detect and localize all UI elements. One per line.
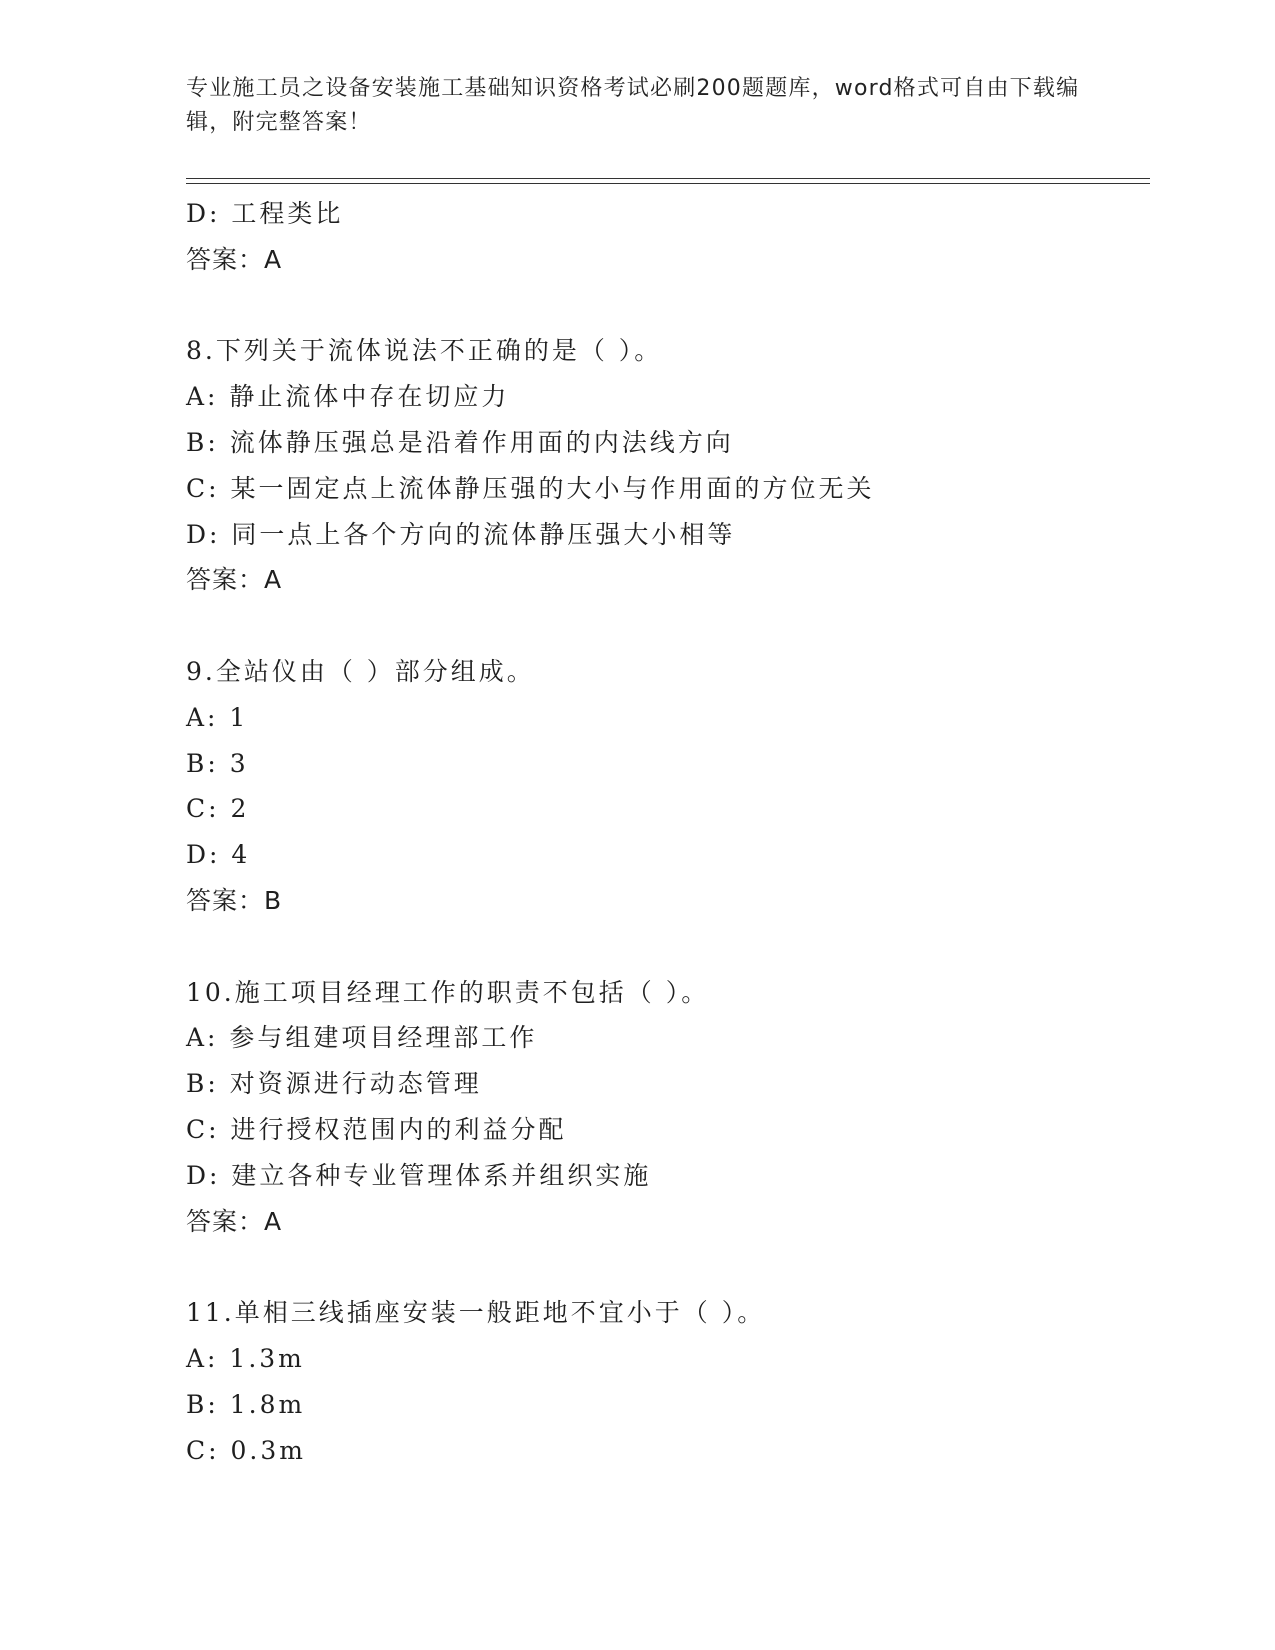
answer-line: 答案：B	[186, 885, 283, 915]
option-d: D: 4	[186, 840, 251, 870]
spacer	[186, 603, 1146, 649]
page-header: 专业施工员之设备安装施工基础知识资格考试必刷200题题库，word格式可自由下载编辑，附完整答案！	[186, 76, 1080, 135]
option-b: B: 1.8m	[186, 1389, 306, 1419]
answer-line: 答案：A	[186, 565, 283, 595]
option-d: D: 同一点上各个方向的流体静压强大小相等	[186, 519, 736, 549]
question-list	[186, 191, 1146, 1473]
option-c: C: 0.3m	[186, 1435, 306, 1465]
spacer	[186, 1244, 1146, 1290]
spacer	[186, 924, 1146, 970]
option-a: A: 1	[186, 702, 249, 732]
question-stem: 11.单相三线插座安装一般距地不宜小于（ ）。	[186, 1298, 766, 1328]
option-d: D: 建立各种专业管理体系并组织实施	[186, 1160, 652, 1190]
question-stem: 9.全站仪由（ ）部分组成。	[186, 656, 535, 686]
answer-line: 答案：A	[186, 1206, 283, 1236]
option-c: C: 某一固定点上流体静压强的大小与作用面的方位无关	[186, 473, 875, 503]
option-a: A: 静止流体中存在切应力	[186, 382, 510, 412]
option-b: B: 对资源进行动态管理	[186, 1069, 482, 1099]
option-b: B: 3	[186, 748, 249, 778]
question-stem: 10.施工项目经理工作的职责不包括（ ）。	[186, 977, 710, 1007]
answer-line: 答案：A	[186, 244, 283, 274]
option-a: A: 参与组建项目经理部工作	[186, 1023, 538, 1053]
option-c: C: 2	[186, 794, 250, 824]
option-a: A: 1.3m	[186, 1343, 305, 1373]
option-b: B: 流体静压强总是沿着作用面的内法线方向	[186, 427, 734, 457]
option-d: D: 工程类比	[186, 199, 344, 228]
option-c: C: 进行授权范围内的利益分配	[186, 1114, 567, 1144]
header-rule-top	[186, 178, 1150, 179]
question-stem: 8.下列关于流体说法不正确的是（ ）。	[186, 336, 663, 366]
header-rule-bottom	[186, 183, 1150, 184]
spacer	[186, 283, 1146, 329]
